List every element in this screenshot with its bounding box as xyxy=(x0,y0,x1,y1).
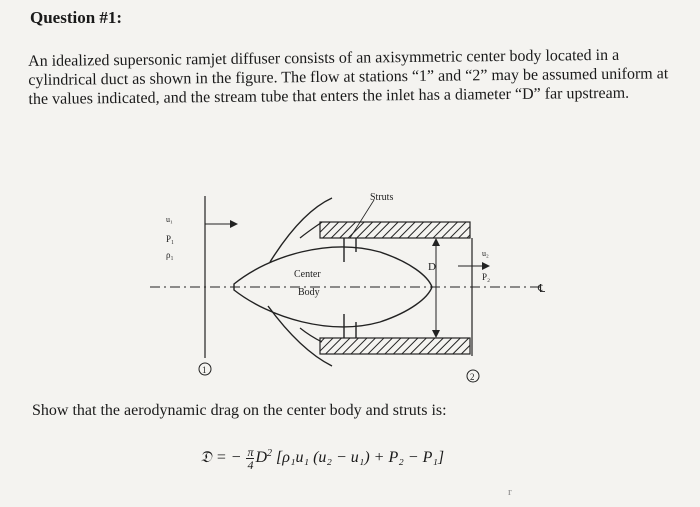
drag-formula xyxy=(200,446,444,471)
formula-power: 2 xyxy=(267,447,273,459)
duct-wall-top xyxy=(320,222,470,238)
center-label: Center xyxy=(294,269,321,280)
task-statement: Show that the aerodynamic drag on the center body and struts is: xyxy=(32,402,447,419)
station-1-number: 1 xyxy=(202,365,207,375)
formula-d: D xyxy=(255,449,268,467)
p2-label: P₂ xyxy=(482,272,491,282)
duct-wall-bottom xyxy=(320,338,470,354)
body-label: Body xyxy=(298,287,320,298)
rho1-label: ρ₁ xyxy=(166,250,174,260)
fraction-numerator: π xyxy=(247,445,254,459)
formula-fraction xyxy=(246,446,254,471)
formula-lhs: 𝔇 = − xyxy=(200,449,242,467)
fraction-denominator: 4 xyxy=(247,458,254,472)
struts-label: Struts xyxy=(370,192,394,203)
problem-statement: An idealized supersonic ramjet diffuser consists of an axisymmetric center body located in a cylindrical duct as shown in the figure. The flow at stations “1” and “2” may be assumed uniform at the values indicated, and the stream tube that enters the inlet has a diameter “D” far upstream. xyxy=(28,46,669,108)
centerline-label: ℄ xyxy=(538,283,546,295)
formula-rhs: [ρ₁u₁ (u₂ − u₁) + P₂ − P₁] xyxy=(272,449,445,467)
page-mark: r xyxy=(508,486,512,498)
question-heading: Question #1: xyxy=(30,8,123,27)
station-2-number: 2 xyxy=(470,372,475,382)
diameter-label: D xyxy=(428,261,436,273)
u2-label: u₂ xyxy=(482,249,489,258)
u1-label: u₁ xyxy=(166,215,173,224)
cowl-lip-bottom-inner xyxy=(300,328,322,342)
p1-label: P₁ xyxy=(166,234,175,244)
cowl-lip-top-inner xyxy=(300,222,322,238)
